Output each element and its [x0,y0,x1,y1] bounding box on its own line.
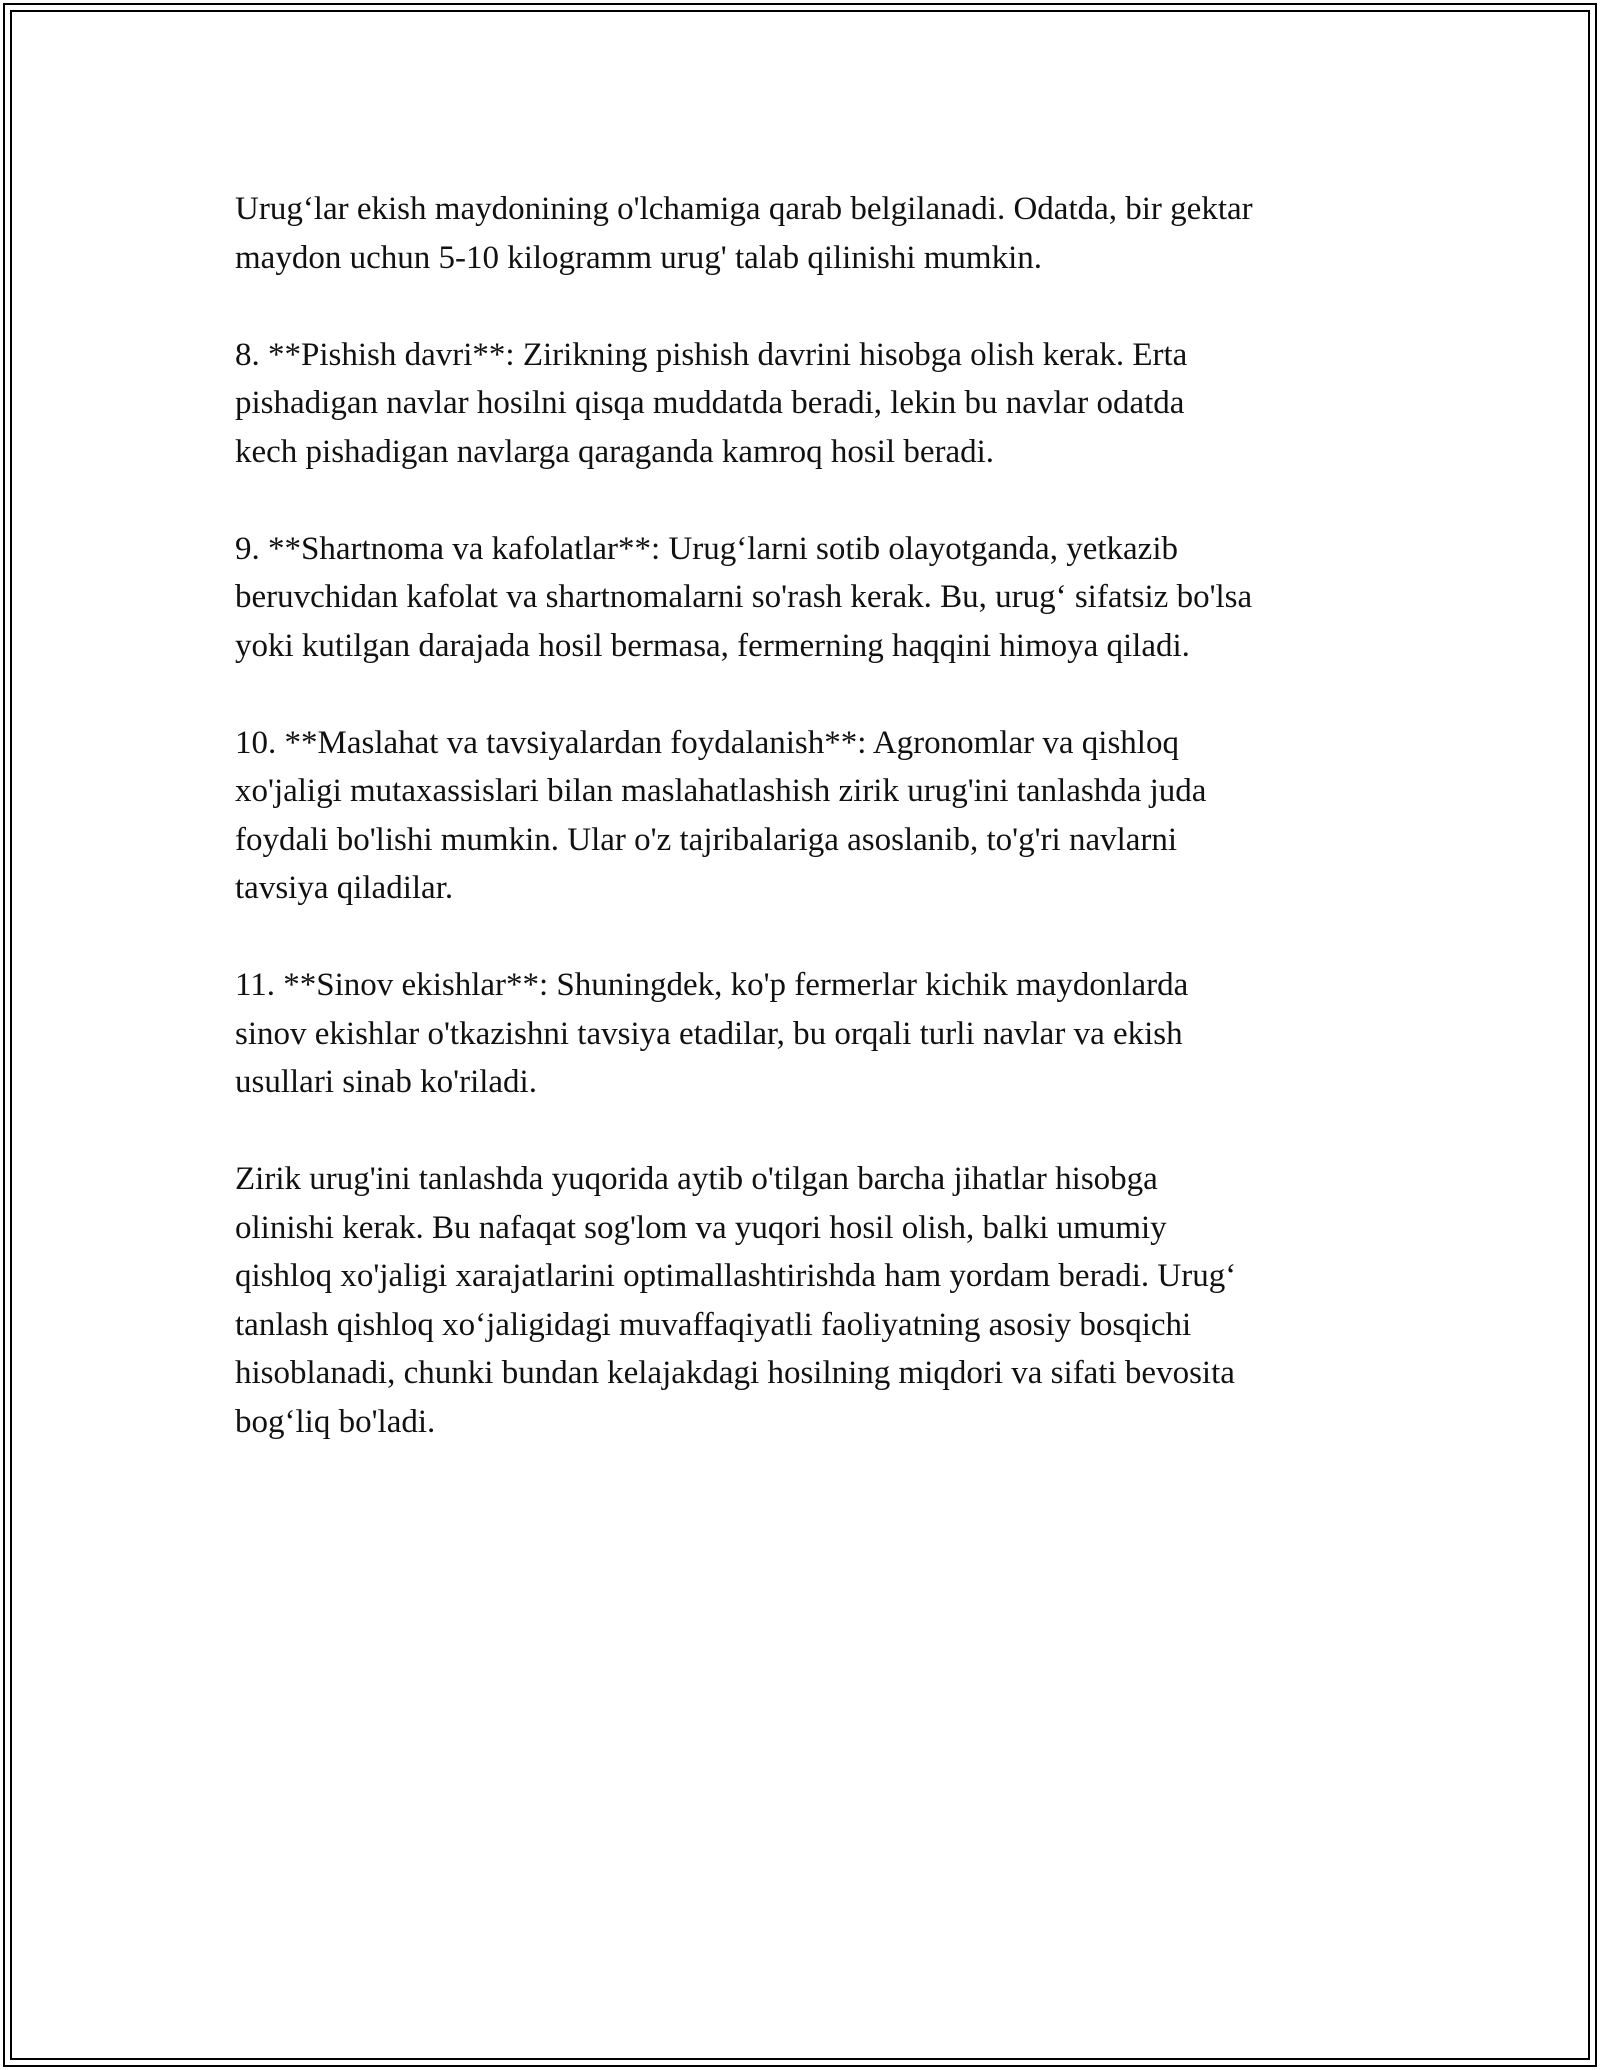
text-line: olinishi kerak. Bu nafaqat sog'lom va yuqori hosil olish, balki umumiy [235,1209,1167,1246]
paragraph-trial-sowing [235,961,1385,1107]
text-line: qishloq xo'jaligi xarajatlarini optimallashtirishda ham yordam beradi. Urug‘ [235,1258,1237,1294]
text-line: 11. **Sinov ekishlar**: Shuningdek, ko'p fermerlar kichik maydonlarda [235,967,1189,1003]
text-line: xo'jaligi mutaxassislari bilan maslahatlashish zirik urug'ini tanlashda juda [235,773,1207,809]
text-line: usullari sinab ko'riladi. [235,1064,537,1100]
text-line: tanlash qishloq xo‘jaligidagi muvaffaqiyatli faoliyatning asosiy bosqichi [235,1306,1192,1343]
text-line: 8. **Pishish davri**: Zirikning pishish davrini hisobga olish kerak. Erta [235,336,1188,373]
text-line: hisoblanadi, chunki bundan kelajakdagi hosilning miqdori va sifati bevosita [235,1355,1235,1391]
text-line: yoki kutilgan darajada hosil bermasa, fermerning haqqini himoya qiladi. [235,627,1190,664]
text-line: beruvchidan kafolat va shartnomalarni so'rash kerak. Bu, urug‘ sifatsiz bo'lsa [235,579,1253,615]
paragraph-seed-amount [235,185,1385,282]
text-line: foydali bo'lishi mumkin. Ular o'z tajribalariga asoslanib, to'g'ri navlarni [235,821,1178,858]
paragraph-ripening-period [235,331,1385,477]
paragraph-conclusion [235,1155,1385,1446]
document-body [235,185,1385,1495]
text-line: Urug‘lar ekish maydonining o'lchamiga qarab belgilanadi. Odatda, bir gektar [235,191,1253,227]
text-line: 9. **Shartnoma va kafolatlar**: Urug‘larni sotib olayotganda, yetkazib [235,530,1178,567]
paragraph-expert-advice [235,719,1385,913]
text-line: maydon uchun 5-10 kilogramm urug' talab qilinishi mumkin. [235,239,1043,276]
text-line: 10. **Maslahat va tavsiyalardan foydalanish**: Agronomlar va qishloq [235,724,1179,761]
text-line: pishadigan navlar hosilni qisqa muddatda beradi, lekin bu navlar odatda [235,385,1185,421]
text-line: kech pishadigan navlarga qaraganda kamroq hosil beradi. [235,433,995,470]
text-line: Zirik urug'ini tanlashda yuqorida aytib o'tilgan barcha jihatlar hisobga [235,1161,1158,1197]
text-line: sinov ekishlar o'tkazishni tavsiya etadilar, bu orqali turli navlar va ekish [235,1015,1183,1052]
text-line: bog‘liq bo'ladi. [235,1403,436,1440]
paragraph-contracts-guarantees [235,525,1385,671]
text-line: tavsiya qiladilar. [235,870,454,906]
